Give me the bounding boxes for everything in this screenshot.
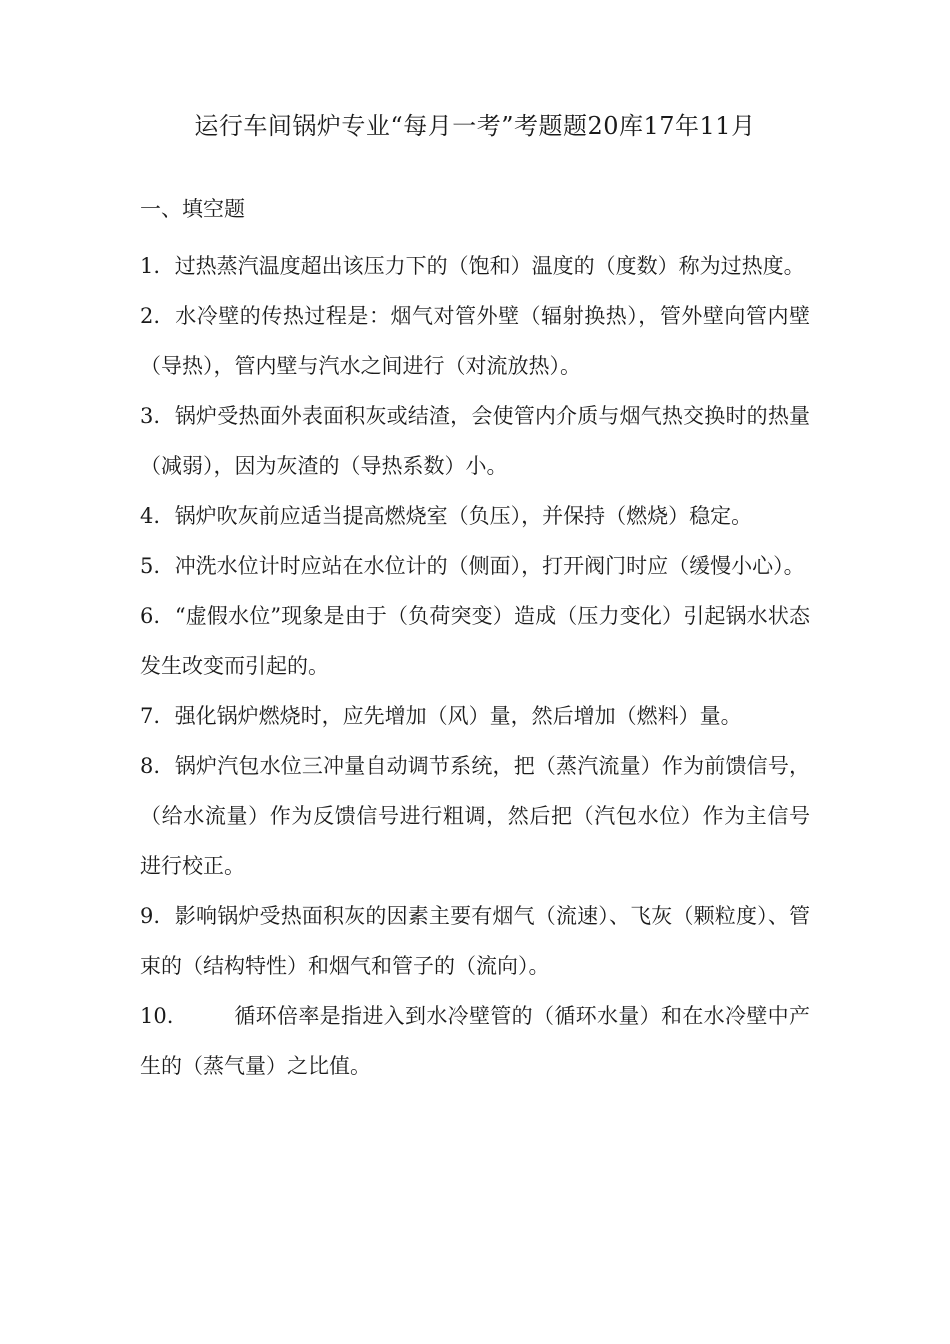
question-text: 锅炉受热面外表面积灰或结渣，会使管内介质与烟气热交换时的热量（减弱），因为灰渣的（导热系数）小。: [140, 404, 810, 478]
question-item: [140, 291, 810, 391]
question-text: 影响锅炉受热面积灰的因素主要有烟气（流速）、飞灰（颗粒度）、管束的（结构特性）和烟气和管子的（流向）。: [140, 904, 810, 978]
question-item: [140, 541, 810, 591]
question-text: “虚假水位”现象是由于（负荷突变）造成（压力变化）引起锅水状态发生改变而引起的。: [140, 604, 810, 678]
question-number: 7.: [140, 704, 161, 728]
question-number: 4.: [140, 504, 161, 528]
question-item: [140, 391, 810, 491]
document-title: 运行车间锅炉专业“每月一考”考题题20库17年11月: [194, 112, 756, 140]
question-number: 9.: [140, 904, 161, 928]
question-item: [140, 691, 810, 741]
question-item: [140, 741, 810, 891]
question-number: 5.: [140, 554, 161, 578]
question-number: 3.: [140, 404, 161, 428]
question-text: 强化锅炉燃烧时，应先增加（风）量，然后增加（燃料）量。: [174, 704, 742, 728]
question-number: 1.: [140, 254, 161, 278]
question-item: [140, 591, 810, 691]
question-item: [140, 991, 810, 1091]
question-list: [140, 241, 810, 1091]
question-item: [140, 241, 810, 291]
question-text: 冲洗水位计时应站在水位计的（侧面），打开阀门时应（缓慢小心）。: [174, 554, 805, 578]
question-number: 6.: [140, 604, 161, 628]
question-item: [140, 491, 810, 541]
question-text: 锅炉吹灰前应适当提高燃烧室（负压），并保持（燃烧）稳定。: [174, 504, 753, 528]
question-number: 2.: [140, 304, 161, 328]
question-text: 锅炉汽包水位三冲量自动调节系统，把（蒸汽流量）作为前馈信号，（给水流量）作为反馈信号进行粗调，然后把（汽包水位）作为主信号进行校正。: [140, 754, 810, 878]
question-number: 8.: [140, 754, 161, 778]
question-text: 水冷壁的传热过程是：烟气对管外壁（辐射换热），管外壁向管内壁（导热），管内壁与汽水之间进行（对流放热）。: [140, 304, 810, 378]
question-text: 过热蒸汽温度超出该压力下的（饱和）温度的（度数）称为过热度。: [174, 254, 805, 278]
question-number: 10.: [140, 1004, 174, 1028]
section-heading: 一、填空题: [140, 197, 245, 221]
question-item: [140, 891, 810, 991]
question-text: 循环倍率是指进入到水冷壁管的（循环水量）和在水冷壁中产生的（蒸气量）之比值。: [140, 1004, 810, 1078]
